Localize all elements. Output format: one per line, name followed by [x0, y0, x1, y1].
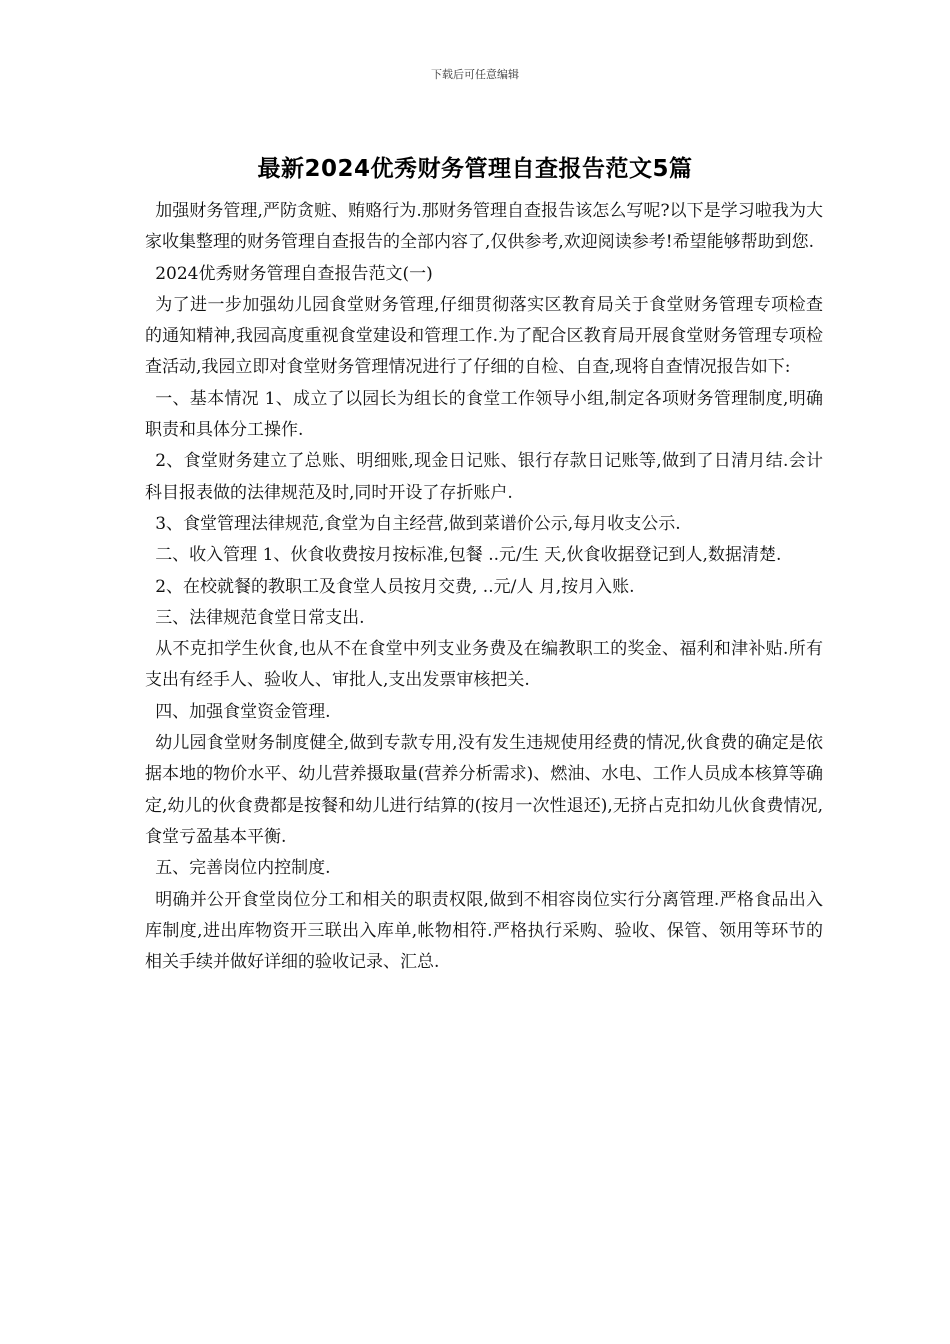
paragraph: 四、加强食堂资金管理. — [155, 701, 331, 722]
paragraph: 一、基本情况 1、成立了以园长为组长的食堂工作领导小组,制定各项财务管理制度,明确职责和具体分工操作. — [145, 388, 823, 441]
header-note: 下载后可任意编辑 — [431, 68, 519, 81]
paragraph: 2、在校就餐的教职工及食堂人员按月交费, ..元/人 月,按月入账. — [155, 576, 635, 597]
paragraph: 3、食堂管理法律规范,食堂为自主经营,做到菜谱价公示,每月收支公示. — [155, 513, 681, 534]
paragraph: 明确并公开食堂岗位分工和相关的职责权限,做到不相容岗位实行分离管理.严格食品出入库制度,进出库物资开三联出入库单,帐物相符.严格执行采购、验收、保管、领用等环节的相关手续并做好详细的验收记录、汇总. — [145, 889, 823, 973]
paragraph: 五、完善岗位内控制度. — [155, 858, 331, 879]
paragraph: 从不克扣学生伙食,也从不在食堂中列支业务费及在编教职工的奖金、福利和津补贴.所有支出有经手人、验收人、审批人,支出发票审核把关. — [145, 639, 823, 691]
paragraph-intro: 加强财务管理,严防贪赃、贿赂行为.那财务管理自查报告该怎么写呢?以下是学习啦我为大家收集整理的财务管理自查报告的全部内容了,仅供参考,欢迎阅读参考!希望能够帮助到您. — [145, 201, 823, 253]
paragraph: 二、收入管理 1、伙食收费按月按标准,包餐 ..元/生 天,伙食收据登记到人,数据清楚. — [155, 545, 782, 566]
document-body — [145, 196, 823, 978]
paragraph: 幼儿园食堂财务制度健全,做到专款专用,没有发生违规使用经费的情况,伙食费的确定是依据本地的物价水平、幼儿营养摄取量(营养分析需求)、燃油、水电、工作人员成本核算等确定,幼儿的伙食费都是按餐和幼儿进行结算的(按月一次性退还),无挤占克扣幼儿伙食费情况,食堂亏盈基本平衡. — [145, 733, 823, 847]
paragraph-section-heading: 2024优秀财务管理自查报告范文(一) — [155, 263, 433, 284]
paragraph: 三、法律规范食堂日常支出. — [155, 607, 365, 628]
paragraph: 2、食堂财务建立了总账、明细账,现金日记账、银行存款日记账等,做到了日清月结.会计科目报表做的法律规范及时,同时开设了存折账户. — [145, 451, 823, 503]
paragraph: 为了进一步加强幼儿园食堂财务管理,仔细贯彻落实区教育局关于食堂财务管理专项检查的通知精神,我园高度重视食堂建设和管理工作.为了配合区教育局开展食堂财务管理专项检查活动,我园立即对食堂财务管理情况进行了仔细的自检、自查,现将自查情况报告如下: — [145, 294, 823, 378]
document-title: 最新2024优秀财务管理自查报告范文5篇 — [257, 156, 693, 182]
